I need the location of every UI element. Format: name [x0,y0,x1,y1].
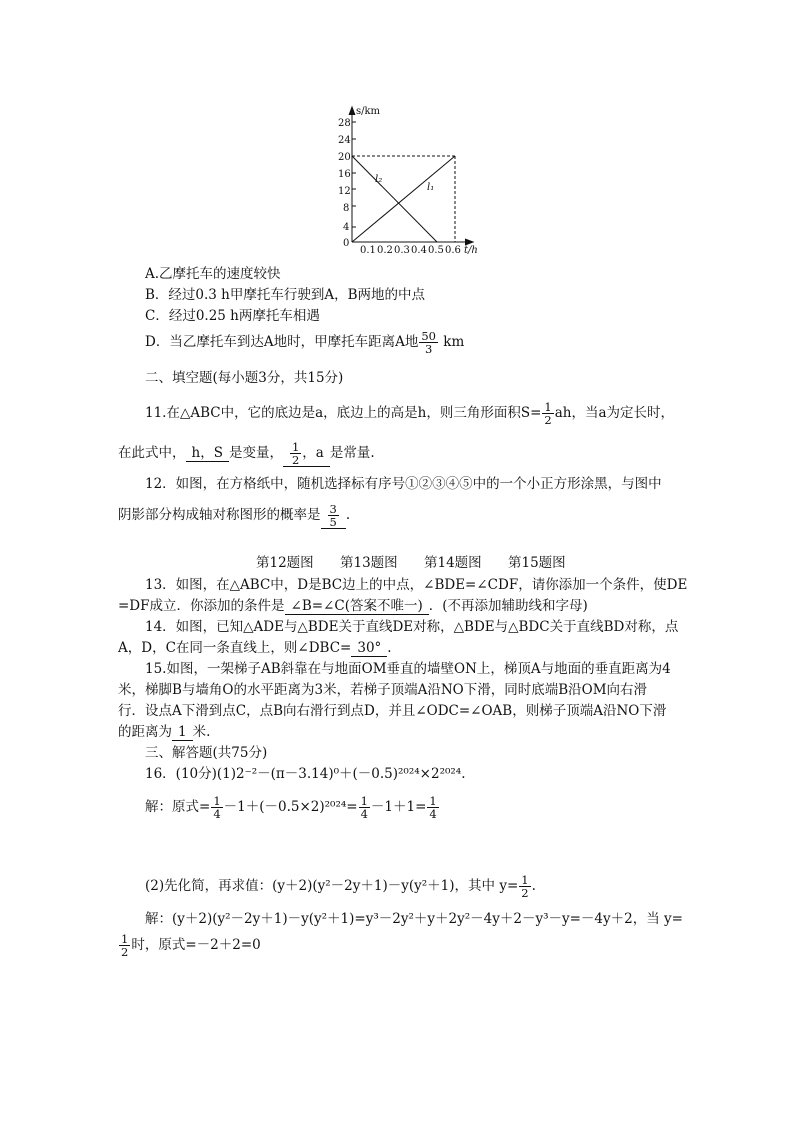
distance-time-graph [0,0,794,260]
option-a: A.乙摩托车的速度较快 [145,266,281,282]
q11-answer-2: $\frac{1}{2}$ ，a [283,441,330,467]
section-2-title: 二、填空题(每小题3分，共15分) [145,370,344,386]
y-tick: 12 [338,186,351,197]
option-d-text: D．当乙摩托车到达A地时，甲摩托车距离A地 [145,334,419,350]
fraction: $\frac{50}{3}$ [421,329,436,356]
y-tick: 8 [343,203,350,214]
origin-label: 0 [343,238,350,249]
x-tick: 0.5 [428,245,444,256]
q14-answer: 30° [351,640,387,657]
q16-solution2-line1: 解：(y＋2)(y²－2y＋1)－y(y²＋1)=y³－2y²＋y＋2y²－4y＋2－y³－y=－4y＋2，当 y= [145,911,683,927]
q11-line1: 11.在△ABC中，它的底边是a，底边上的高是h，则三角形面积S= $\frac{1}{2}$ ah，当a为定长时， [145,400,675,427]
q11-line2: 在此式中， h，S 是变量， $\frac{1}{2}$ ，a 是常量. [118,440,375,467]
x-tick: 0.1 [360,245,376,256]
line-l1 [352,156,455,242]
y-tick: 24 [338,135,351,146]
figure-label-15: 第15题图 [508,555,566,571]
q13-line1: 13．如图，在△ABC中，D是BC边上的中点，∠BDE=∠CDF，请你添加一个条件，使DE [145,577,688,593]
y-axis-label: s/km [356,106,381,117]
q14-line1: 14．如图，已知△ADE与△BDE关于直线DE对称，△BDE与△BDC关于直线BD对称，点 [145,619,679,635]
option-c: C．经过0.25 h两摩托车相遇 [145,308,320,324]
q11-answer-1: h，S [186,445,229,462]
q13-answer: ∠B=∠C(答案不唯一) [285,598,429,615]
q15-answer: 1 [172,724,193,741]
q14-line2: A，D，C在同一条直线上，则∠DBC= 30° . [118,640,392,656]
line-l2 [352,156,437,242]
q15-line1: 15.如图，一架梯子AB斜靠在与地面OM垂直的墙壁ON上，梯顶A与地面的垂直距离为4 [145,661,671,677]
option-d-unit: km [443,334,465,350]
fraction: $\frac{1}{2}$ [544,400,552,427]
q16-solution2-line2: $\frac{1}{2}$ 时，原式=－2＋2=0 [121,932,261,959]
q12-answer: $\frac{3}{5}$ [321,503,346,529]
x-axis-label: t/h [464,245,478,256]
x-tick: 0.6 [445,245,461,256]
line-l1-label: l₁ [427,182,435,193]
option-d [145,330,464,355]
q16-solution1: 解：原式= $\frac{1}{4}$ －1＋(－0.5×2)²⁰²⁴= $\frac{1}{4}$ －1＋1= $\frac{1}{4}$ [145,794,437,821]
q13-line2: =DF成立．你添加的条件是 ∠B=∠C(答案不唯一) ．(不再添加辅助线和字母) [118,598,588,614]
x-tick: 0.3 [394,245,410,256]
line-l2-label: l₂ [375,174,383,185]
y-tick: 20 [338,152,351,163]
figure-label-13: 第13题图 [340,555,398,571]
q15-line4: 的距离为 1 米. [118,724,211,740]
y-tick: 28 [338,118,351,129]
q16-part2: (2)先化简，再求值：(y＋2)(y²－2y＋1)－y(y²＋1)，其中 y= $\frac{1}{2}$ . [145,873,536,900]
option-b: B．经过0.3 h甲摩托车行驶到A，B两地的中点 [145,287,426,303]
q15-line3: 行．设点A下滑到点C，点B向右滑行到点D，并且∠ODC=∠OAB，则梯子顶端A沿NO下滑 [118,703,667,719]
x-tick: 0.2 [377,245,393,256]
q12-line1: 12．如图，在方格纸中，随机选择标有序号①②③④⑤中的一个小正方形涂黑，与图中 [145,476,662,492]
x-tick: 0.4 [411,245,427,256]
y-tick: 16 [338,169,351,180]
y-tick: 4 [343,222,350,233]
q16-part1: 16．(10分)(1)2⁻²－(π－3.14)⁰＋(－0.5)²⁰²⁴×2²⁰²⁴. [145,766,466,782]
q15-line2: 米，梯脚B与墙角O的水平距离为3米，若梯子顶端A沿NO下滑，同时底端B沿OM向右滑 [118,682,648,698]
figure-label-14: 第14题图 [424,555,482,571]
section-3-title: 三、解答题(共75分) [145,745,268,761]
figure-label-12: 第12题图 [256,555,314,571]
q12-line2: 阴影部分构成轴对称图形的概率是 $\frac{3}{5}$ . [118,502,351,529]
